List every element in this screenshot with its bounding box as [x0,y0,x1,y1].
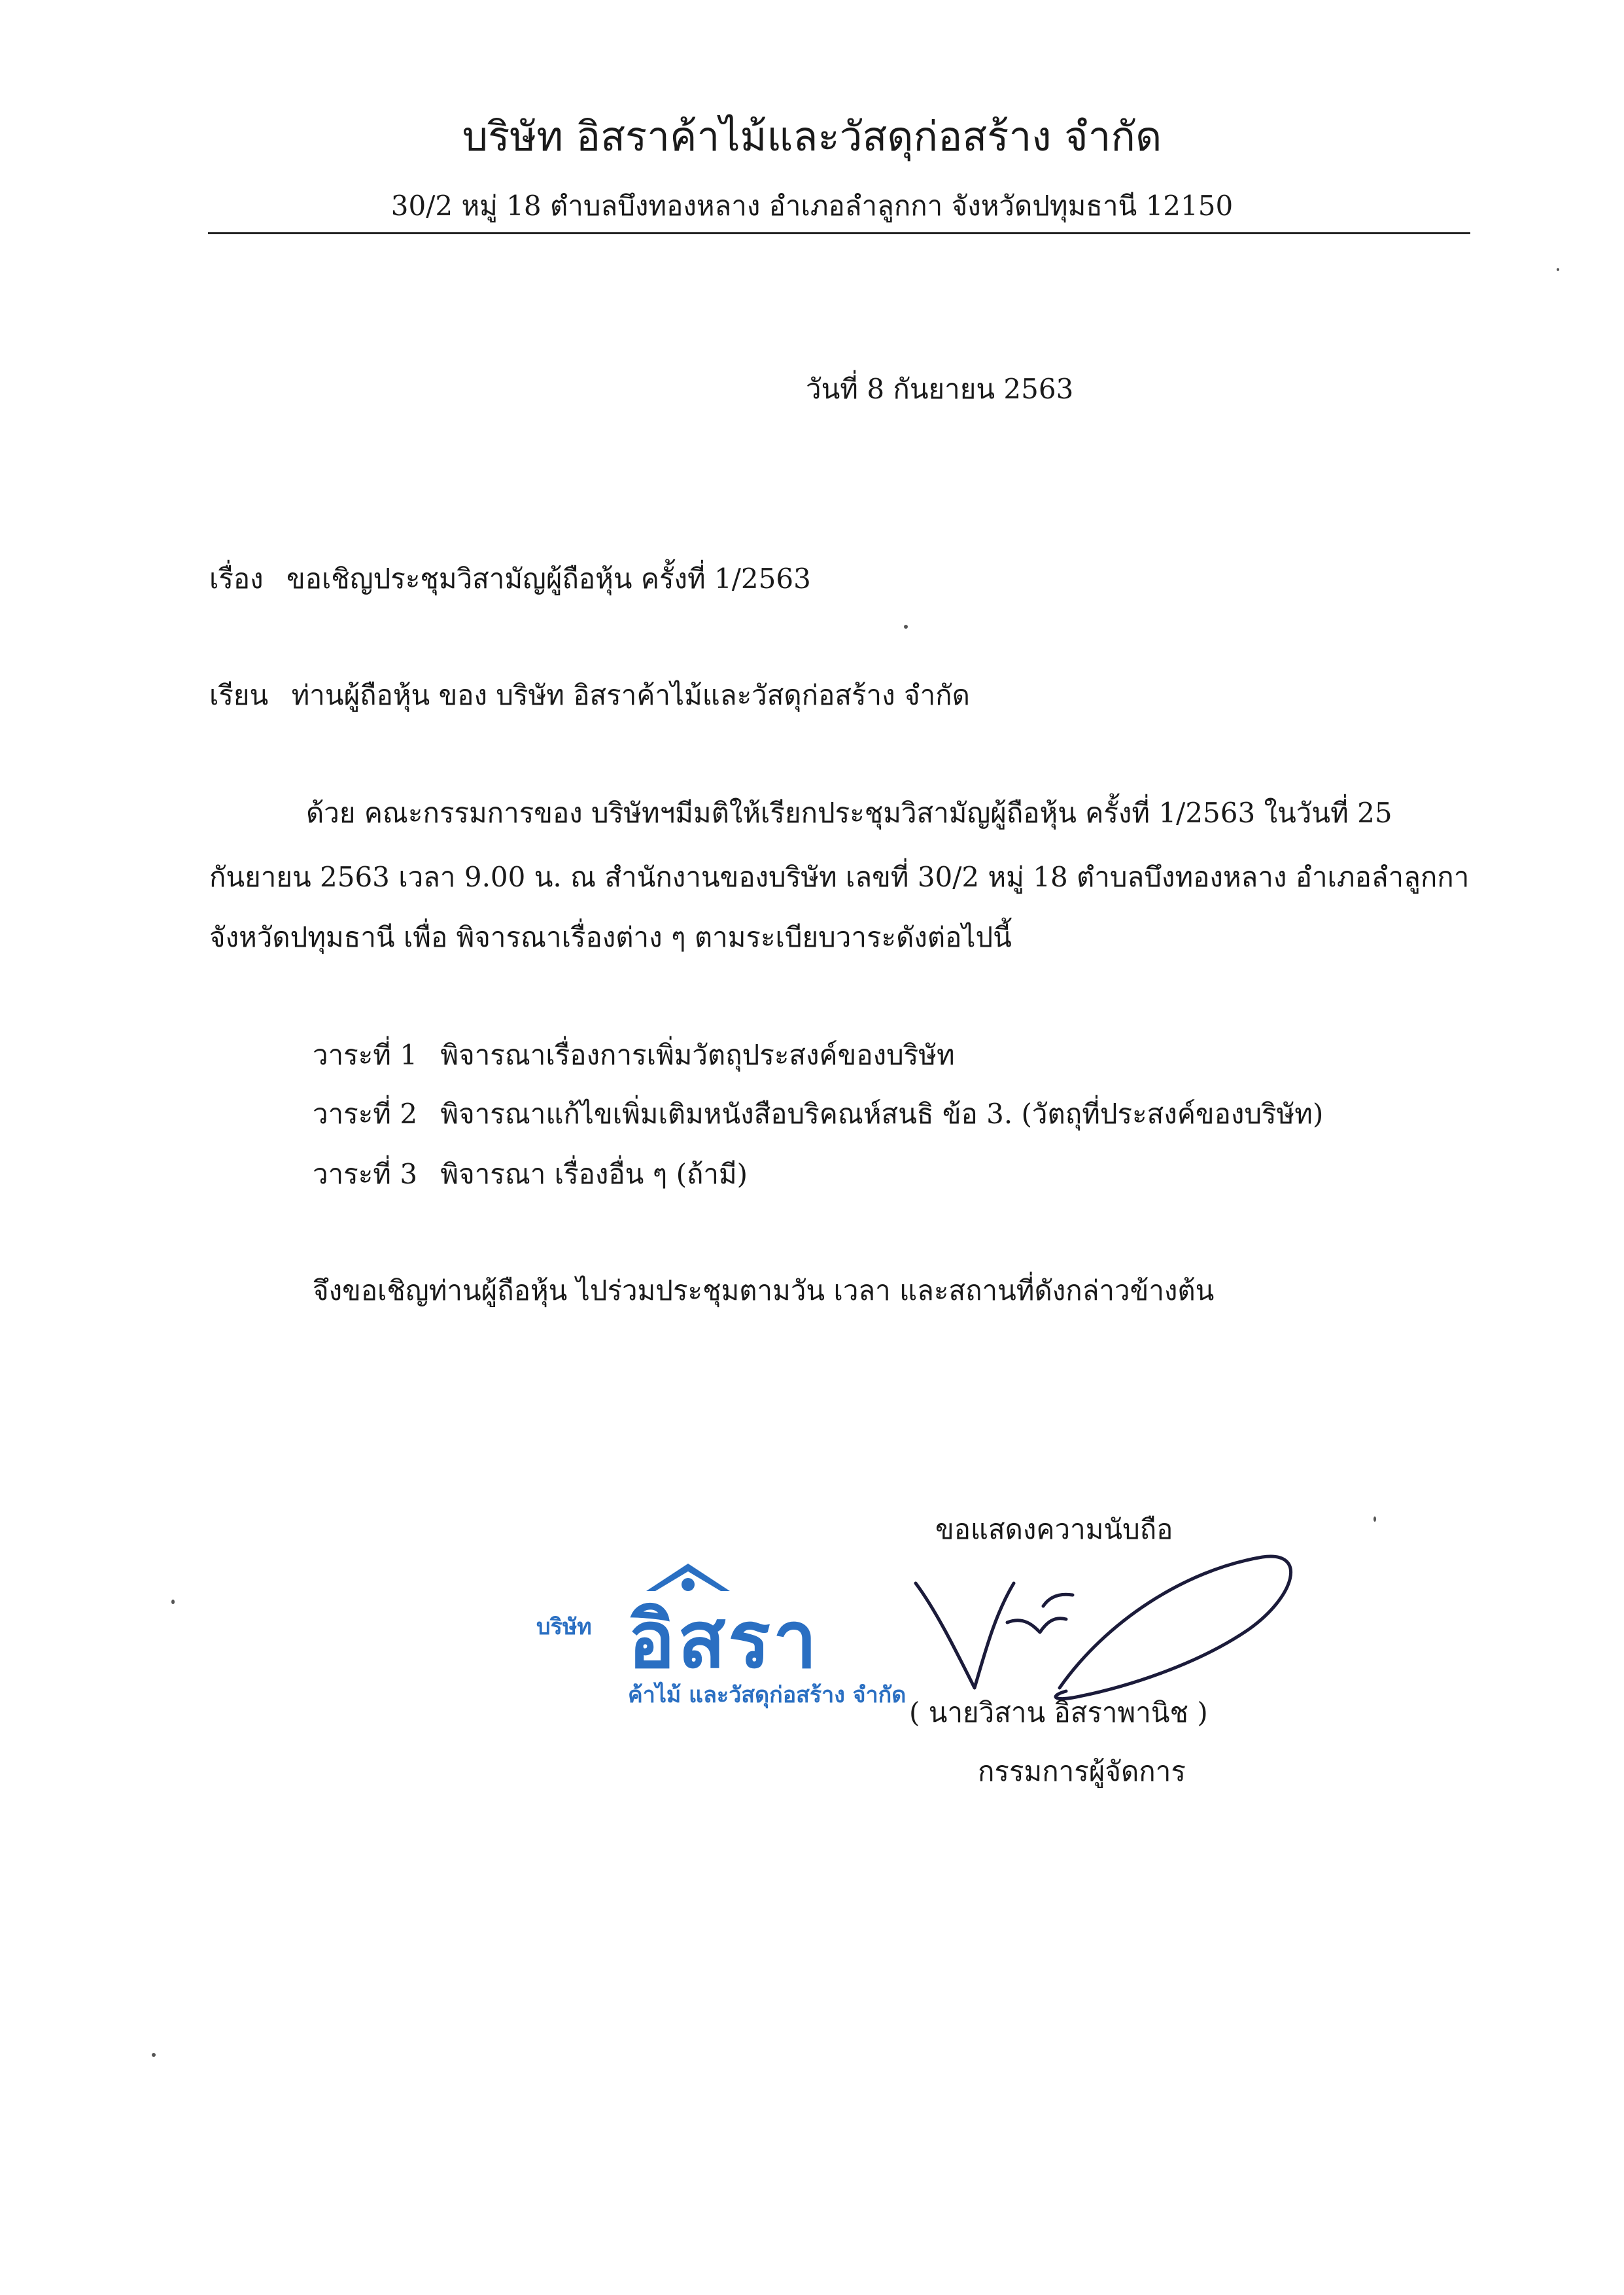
stamp-tagline: ค้าไม้ และวัสดุก่อสร้าง จำกัด [628,1682,907,1708]
letter-date: วันที่ 8 กันยายน 2563 [806,373,1074,405]
header-divider [208,232,1470,234]
subject-label: เรื่อง [209,563,264,595]
company-address: 30/2 หมู่ 18 ตำบลบึงทองหลาง อำเภอลำลูกกา จังหวัดปทุมธานี 12150 [390,190,1234,222]
scan-speck [171,1600,175,1604]
agenda-label: วาระที่ 2 [313,1098,418,1130]
paragraph-line: จังหวัดปทุมธานี เพื่อ พิจารณาเรื่องต่าง ๆ ตามระเบียบวาระดังต่อไปนี้ [209,921,1012,953]
agenda-text: พิจารณา เรื่องอื่น ๆ (ถ้ามี) [440,1158,748,1190]
stamp-prefix: บริษัท [536,1614,592,1640]
signature [909,1524,1302,1714]
salutation-label: เรียน [209,679,269,711]
scan-speck [152,2053,156,2057]
agenda-item-2 [313,1093,1323,1136]
salutation-text: ท่านผู้ถือหุ้น ของ บริษัท อิสราค้าไม้และวัสดุก่อสร้าง จำกัด [291,679,970,711]
subject-text: ขอเชิญประชุมวิสามัญผู้ถือหุ้น ครั้งที่ 1/2563 [286,563,811,595]
company-stamp [536,1557,961,1714]
agenda-label: วาระที่ 3 [313,1158,418,1190]
signer-title: กรรมการผู้จัดการ [978,1755,1186,1787]
signer-name: ( นายวิสาน อิสราพานิช ) [909,1696,1208,1728]
agenda-text: พิจารณาเรื่องการเพิ่มวัตถุประสงค์ของบริษัท [440,1039,955,1071]
subject-line [209,557,811,601]
scan-speck [1557,268,1559,271]
salutation-line [209,674,970,717]
agenda-item-3 [313,1153,748,1196]
company-name: บริษัท อิสราค้าไม้และวัสดุก่อสร้าง จำกัด [462,113,1162,160]
scan-speck [1373,1516,1376,1522]
scan-speck [904,625,908,629]
stamp-brand: อิสรา [628,1595,820,1686]
regards: ขอแสดงความนับถือ [935,1513,1173,1545]
closing-invitation: จึงขอเชิญท่านผู้ถือหุ้น ไปร่วมประชุมตามวัน เวลา และสถานที่ดังกล่าวข้างต้น [313,1274,1215,1306]
agenda-item-1 [313,1034,955,1077]
agenda-label: วาระที่ 1 [313,1039,418,1071]
paragraph-line: ด้วย คณะกรรมการของ บริษัทฯมีมติให้เรียกประชุมวิสามัญผู้ถือหุ้น ครั้งที่ 1/2563 ในวันที่ 25 [306,797,1392,829]
agenda-text: พิจารณาแก้ไขเพิ่มเติมหนังสือบริคณห์สนธิ ข้อ 3. (วัตถุที่ประสงค์ของบริษัท) [440,1098,1324,1130]
paragraph-line: กันยายน 2563 เวลา 9.00 น. ณ สำนักงานของบริษัท เลขที่ 30/2 หมู่ 18 ตำบลบึงทองหลาง อำเภอลำลูกกา [209,861,1470,893]
